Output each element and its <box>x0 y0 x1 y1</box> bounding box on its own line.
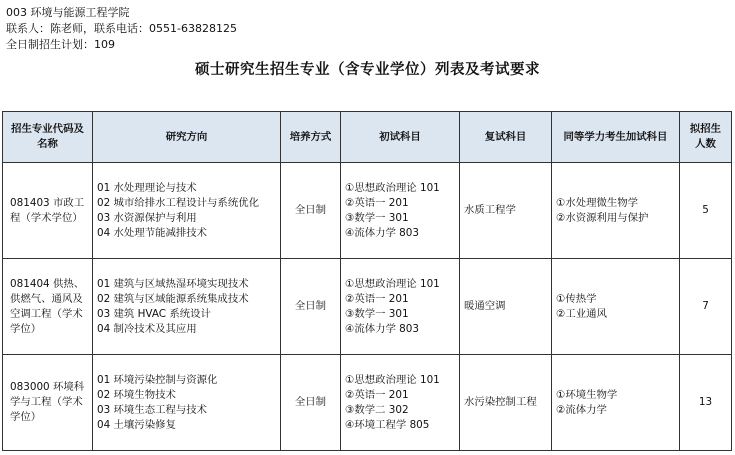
study-mode: 全日制 <box>281 355 341 451</box>
extra-subject-item: ①传热学 <box>556 292 597 305</box>
research-directions <box>93 259 281 355</box>
program-code-name <box>3 259 93 355</box>
extra-subject-item: ①环境生物学 <box>556 388 618 401</box>
table-row <box>3 163 732 259</box>
col-header-directions: 研究方向 <box>93 112 281 163</box>
table-row <box>3 355 732 451</box>
prelim-subjects <box>341 163 460 259</box>
prelim-subject-item: ③数学一 301 <box>345 211 409 224</box>
prelim-subjects <box>341 259 460 355</box>
prelim-subjects <box>341 355 460 451</box>
program-code-name-text: 083000 环境科学与工程（学术学位） <box>10 381 85 423</box>
prelim-subject-item: ③数学二 302 <box>345 403 409 416</box>
research-direction-item: 02 城市给排水工程设计与系统优化 <box>97 196 259 209</box>
prelim-subject-item: ④流体力学 803 <box>345 322 420 335</box>
prelim-subject-item: ④环境工程学 805 <box>345 418 430 431</box>
extra-subjects <box>552 259 680 355</box>
study-mode: 全日制 <box>281 163 341 259</box>
research-direction-item: 01 水处理理论与技术 <box>97 181 197 194</box>
research-direction-item: 02 建筑与区域能源系统集成技术 <box>97 292 249 305</box>
research-directions <box>93 163 281 259</box>
program-code-name-text: 081403 市政工程（学术学位） <box>10 196 85 224</box>
col-header-retest: 复试科目 <box>460 112 552 163</box>
page-title: 硕士研究生招生专业（含专业学位）列表及考试要求 <box>195 62 540 78</box>
col-header-code: 招生专业代码及名称 <box>3 112 93 163</box>
table-row <box>3 259 732 355</box>
retest-subject: 暖通空调 <box>460 259 552 355</box>
program-code-name <box>3 355 93 451</box>
program-code-name <box>3 163 93 259</box>
contact-line: 联系人：陈老师，联系电话：0551-63828125 <box>6 22 237 35</box>
extra-subject-item: ②流体力学 <box>556 403 607 416</box>
prelim-subject-item: ①思想政治理论 101 <box>345 373 440 386</box>
school-line: 003 环境与能源工程学院 <box>6 6 130 19</box>
research-directions <box>93 355 281 451</box>
research-direction-item: 04 水处理节能减排技术 <box>97 226 208 239</box>
extra-subject-item: ①水处理微生物学 <box>556 196 639 209</box>
research-direction-item: 01 环境污染控制与资源化 <box>97 373 218 386</box>
research-direction-item: 01 建筑与区域热湿环境实现技术 <box>97 277 249 290</box>
enrollment-count: 13 <box>680 355 732 451</box>
prelim-subject-item: ③数学一 301 <box>345 307 409 320</box>
col-header-count: 拟招生人数 <box>680 112 732 163</box>
retest-subject: 水质工程学 <box>460 163 552 259</box>
enrollment-count: 7 <box>680 259 732 355</box>
col-header-mode: 培养方式 <box>281 112 341 163</box>
enrollment-plan-line: 全日制招生计划：109 <box>6 38 115 51</box>
retest-subject: 水污染控制工程 <box>460 355 552 451</box>
enrollment-count: 5 <box>680 163 732 259</box>
extra-subjects <box>552 355 680 451</box>
program-code-name-text: 081404 供热、供燃气、通风及空调工程（学术学位） <box>10 277 85 335</box>
col-header-prelim: 初试科目 <box>341 112 460 163</box>
extra-subjects <box>552 163 680 259</box>
extra-subject-item: ②工业通风 <box>556 307 607 320</box>
prelim-subject-item: ②英语一 201 <box>345 292 409 305</box>
research-direction-item: 03 环境生态工程与技术 <box>97 403 208 416</box>
prelim-subject-item: ②英语一 201 <box>345 388 409 401</box>
col-header-extra: 同等学力考生加试科目 <box>552 112 680 163</box>
research-direction-item: 03 建筑 HVAC 系统设计 <box>97 307 211 320</box>
prelim-subject-item: ②英语一 201 <box>345 196 409 209</box>
programs-table <box>2 111 732 451</box>
research-direction-item: 02 环境生物技术 <box>97 388 176 401</box>
prelim-subject-item: ①思想政治理论 101 <box>345 277 440 290</box>
research-direction-item: 03 水资源保护与利用 <box>97 211 197 224</box>
research-direction-item: 04 制冷技术及其应用 <box>97 322 197 335</box>
prelim-subject-item: ④流体力学 803 <box>345 226 420 239</box>
research-direction-item: 04 土壤污染修复 <box>97 418 176 431</box>
prelim-subject-item: ①思想政治理论 101 <box>345 181 440 194</box>
study-mode: 全日制 <box>281 259 341 355</box>
table-header-row <box>3 112 732 163</box>
extra-subject-item: ②水资源利用与保护 <box>556 211 649 224</box>
